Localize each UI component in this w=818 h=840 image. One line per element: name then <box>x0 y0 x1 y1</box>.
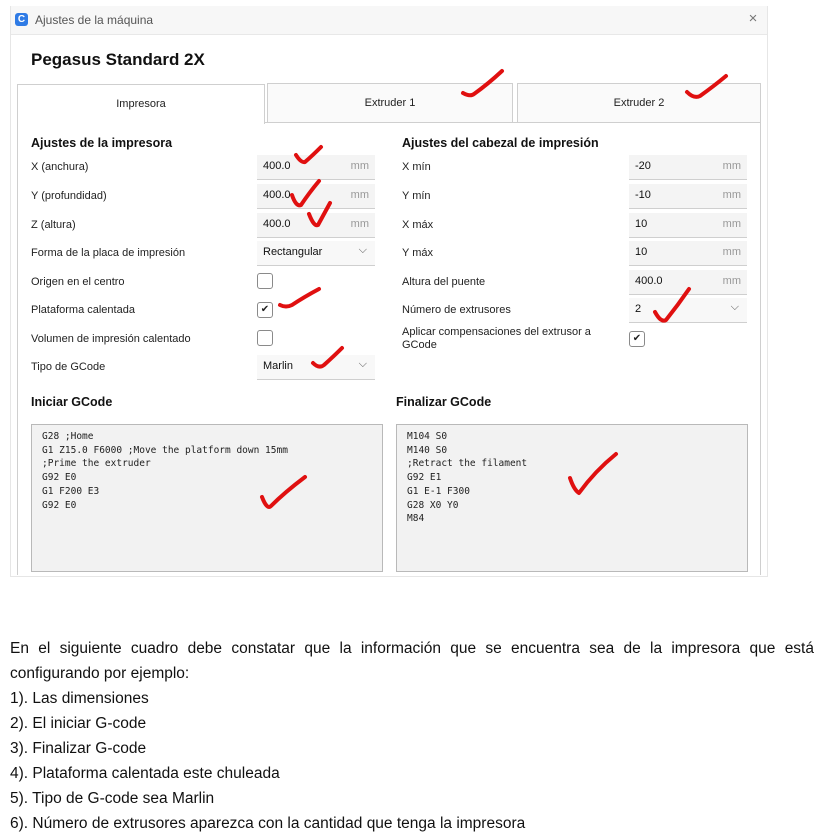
y-min-label: Y mín <box>402 190 431 202</box>
y-max-unit: mm <box>722 246 741 258</box>
instructions-intro: En el siguiente cuadro debe constatar que la información que se encuentra sea de la impresora que está configurando por ejemplo: <box>10 640 814 682</box>
origin-center-label: Origen en el centro <box>31 276 125 288</box>
apply-offsets-label-line1: Aplicar compensaciones del extrusor a <box>402 326 591 338</box>
x-max-unit: mm <box>722 218 741 230</box>
end-gcode-editor[interactable]: M104 S0 M140 S0 ;Retract the filament G92 E1 G1 E-1 F300 G28 X0 Y0 M84 <box>396 424 748 572</box>
instruction-item: 6). Número de extrusores aparezca con la cantidad que tenga la impresora <box>10 815 526 832</box>
instructions <box>10 636 814 836</box>
apply-offsets-checkbox[interactable]: ✔ <box>629 331 645 347</box>
x-min-value: -20 <box>635 160 651 172</box>
tab-printer[interactable]: Impresora <box>17 84 265 124</box>
x-width-label: X (anchura) <box>31 161 89 173</box>
close-icon[interactable]: × <box>748 10 758 27</box>
apply-offsets-label-line2: GCode <box>402 339 437 351</box>
gantry-height-input[interactable] <box>629 270 747 295</box>
x-width-value: 400.0 <box>263 160 291 172</box>
gcode-flavor-label: Tipo de GCode <box>31 361 106 373</box>
heated-volume-checkbox[interactable] <box>257 330 273 346</box>
x-max-value: 10 <box>635 218 648 230</box>
z-height-input[interactable] <box>257 213 375 238</box>
y-min-input[interactable] <box>629 184 747 209</box>
apply-offsets-label <box>402 326 617 352</box>
title-bar <box>11 6 767 35</box>
instruction-item: 5). Tipo de G-code sea Marlin <box>10 790 215 807</box>
instruction-item: 2). El iniciar G-code <box>10 715 147 732</box>
chevron-down-icon: ⌵ <box>358 244 367 256</box>
y-max-label: Y máx <box>402 247 433 259</box>
gcode-flavor-value: Marlin <box>263 360 293 372</box>
y-max-value: 10 <box>635 246 648 258</box>
x-max-label: X máx <box>402 219 434 231</box>
start-gcode-title: Iniciar GCode <box>31 395 113 409</box>
z-height-value: 400.0 <box>263 218 291 230</box>
plate-shape-select[interactable] <box>257 241 375 266</box>
heated-bed-label: Plataforma calentada <box>31 304 135 316</box>
gantry-height-label: Altura del puente <box>402 276 486 288</box>
start-gcode-editor[interactable]: G28 ;Home G1 Z15.0 F6000 ;Move the platform down 15mm ;Prime the extruder G92 E0 G1 F200 E3 G92 E0 <box>31 424 383 572</box>
y-depth-value: 400.0 <box>263 189 291 201</box>
y-depth-input[interactable] <box>257 184 375 209</box>
extruder-count-label: Número de extrusores <box>402 304 511 316</box>
machine-settings-dialog <box>10 6 768 577</box>
window-title: Ajustes de la máquina <box>35 13 154 27</box>
extruder-count-select[interactable] <box>629 298 747 323</box>
extruder-count-value: 2 <box>635 303 642 315</box>
z-height-unit: mm <box>350 218 369 230</box>
plate-shape-label: Forma de la placa de impresión <box>31 247 186 259</box>
chevron-down-icon: ⌵ <box>358 358 367 370</box>
x-min-unit: mm <box>722 160 741 172</box>
x-min-label: X mín <box>402 161 431 173</box>
printer-settings-title: Ajustes de la impresora <box>31 136 173 150</box>
y-depth-label: Y (profundidad) <box>31 190 107 202</box>
y-depth-unit: mm <box>350 189 369 201</box>
z-height-label: Z (altura) <box>31 219 76 231</box>
gantry-height-unit: mm <box>722 275 741 287</box>
instruction-item: 1). Las dimensiones <box>10 690 149 707</box>
head-settings-title: Ajustes del cabezal de impresión <box>402 136 599 150</box>
heated-volume-label: Volumen de impresión calentado <box>31 333 191 345</box>
y-min-unit: mm <box>722 189 741 201</box>
origin-center-checkbox[interactable] <box>257 273 273 289</box>
x-width-input[interactable] <box>257 155 375 180</box>
y-max-input[interactable] <box>629 241 747 266</box>
plate-shape-value: Rectangular <box>263 246 323 258</box>
y-min-value: -10 <box>635 189 651 201</box>
chevron-down-icon: ⌵ <box>730 301 739 313</box>
app-icon: C <box>15 13 28 26</box>
tab-extruder-1[interactable]: Extruder 1 <box>267 83 513 123</box>
instruction-item: 4). Plataforma calentada este chuleada <box>10 765 280 782</box>
gantry-height-value: 400.0 <box>635 275 663 287</box>
gcode-flavor-select[interactable] <box>257 355 375 380</box>
instruction-item: 3). Finalizar G-code <box>10 740 147 757</box>
x-max-input[interactable] <box>629 213 747 238</box>
tab-extruder-2[interactable]: Extruder 2 <box>517 83 761 123</box>
x-min-input[interactable] <box>629 155 747 180</box>
x-width-unit: mm <box>350 160 369 172</box>
heated-bed-checkbox[interactable]: ✔ <box>257 302 273 318</box>
machine-name: Pegasus Standard 2X <box>31 50 205 69</box>
end-gcode-title: Finalizar GCode <box>396 395 492 409</box>
